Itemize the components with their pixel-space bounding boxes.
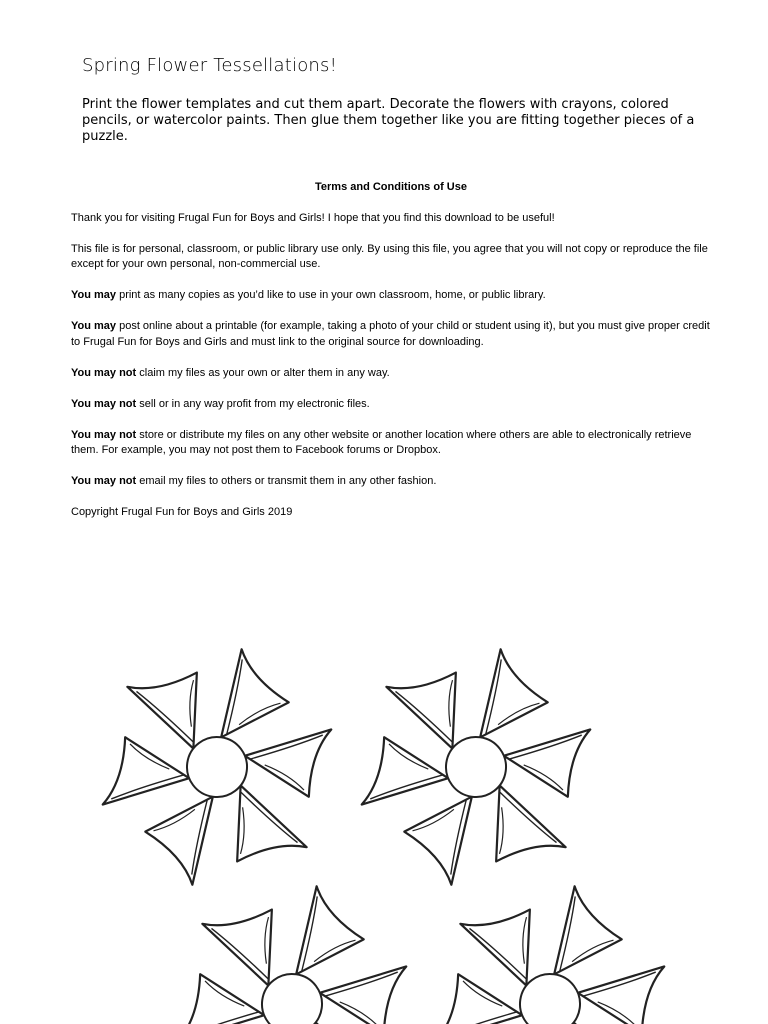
terms-lead: You may not <box>71 397 137 410</box>
terms-paragraph <box>71 428 711 459</box>
terms-text: claim my files as your own or alter them in any way. <box>136 366 390 379</box>
terms-lead: You may <box>71 289 117 301</box>
terms-heading: Terms and Conditions of Use <box>315 181 467 193</box>
terms-text: post online about a printable (for example, taking a photo of your child or student using it), but you must give proper credit to Frugal Fun for Boys and Girls and must link to the original source for downloading. <box>71 320 710 348</box>
terms-lead: You may <box>71 320 117 332</box>
terms-paragraph <box>71 319 711 350</box>
terms-paragraph <box>71 242 711 273</box>
flower-template <box>326 629 627 904</box>
terms-paragraph <box>71 211 711 227</box>
terms-section <box>71 180 711 536</box>
terms-text: store or distribute my files on any other website or another location where others are able to electronically retrieve them. For example, you may not post them to Facebook forums or Dropbox. <box>71 428 692 456</box>
terms-lead: You may not <box>71 475 137 487</box>
terms-text: sell or in any way profit from my electronic files. <box>136 397 370 410</box>
terms-text: Thank you for visiting Frugal Fun for Boys and Girls! I hope that you find this download to be useful! <box>71 211 555 224</box>
terms-paragraph <box>71 366 711 382</box>
flower-templates <box>0 600 768 1024</box>
copyright-line <box>71 505 711 521</box>
terms-text: This file is for personal, classroom, or public library use only. By using this file, you agree that you will not copy or reproduce the file except for your own personal, non-commercial use. <box>71 242 708 270</box>
terms-paragraph <box>71 288 711 304</box>
page-title: Spring Flower Tessellations! <box>82 55 338 76</box>
terms-lead: You may not <box>71 428 137 441</box>
flower-template <box>142 866 443 1024</box>
terms-text: Copyright Frugal Fun for Boys and Girls 2019 <box>71 506 293 518</box>
terms-paragraph <box>71 397 711 413</box>
terms-lead: You may not <box>71 366 137 379</box>
flower-template <box>400 866 701 1024</box>
terms-paragraph <box>71 474 711 490</box>
flower-template <box>67 629 368 904</box>
terms-text: email my files to others or transmit them in any other fashion. <box>136 475 437 487</box>
intro-paragraph: Print the flower templates and cut them apart. Decorate the flowers with crayons, colored pencils, or watercolor paints. Then glue them together like you are fitting together pieces of a puzzle. <box>82 97 695 144</box>
terms-text: print as many copies as you’d like to use in your own classroom, home, or public library. <box>116 289 546 301</box>
